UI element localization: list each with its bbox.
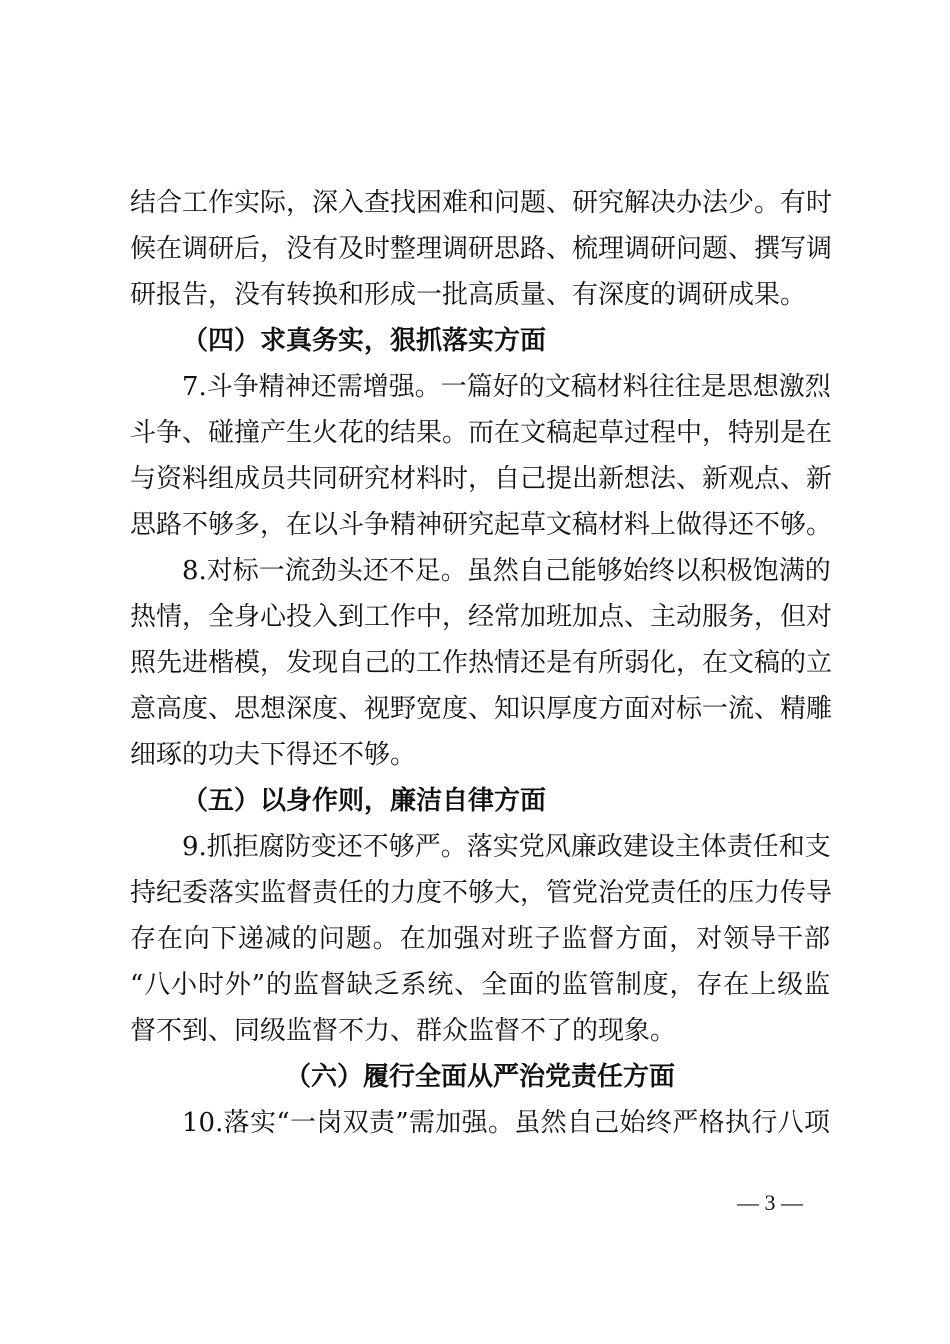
section-heading-4 [130, 318, 830, 364]
text-line: 研报告，没有转换和形成一批高质量、有深度的调研成果。 [130, 280, 807, 310]
text-line: 10.落实“一岗双责”需加强。虽然自己始终严格执行八项 [182, 1108, 830, 1138]
text-line: 9.抓拒腐防变还不够严。落实党风廉政建设主体责任和支 [182, 832, 831, 862]
text-line: 意高度、思想深度、视野宽度、知识厚度方面对标一流、精雕 [130, 694, 833, 724]
text-line: 督不到、同级监督不力、群众监督不了的现象。 [130, 1016, 677, 1046]
text-line: “八小时外”的监督缺乏系统、全面的监管制度，存在上级监 [130, 970, 830, 1000]
text-line: 存在向下递减的问题。在加强对班子监督方面，对领导干部 [130, 924, 830, 954]
paragraph-9 [130, 824, 833, 1054]
text-line: 7.斗争精神还需增强。一篇好的文稿材料往往是思想激烈 [182, 372, 831, 402]
heading-text: （五）以身作则，廉洁自律方面 [182, 786, 547, 816]
paragraph-7 [130, 364, 833, 548]
text-line: 思路不够多，在以斗争精神研究起草文稿材料上做得还不够。 [130, 510, 833, 540]
section-heading-6: （六）履行全面从严治党责任方面 [284, 1062, 675, 1092]
text-line: 候在调研后，没有及时整理调研思路、梳理调研问题、撰写调 [130, 234, 833, 264]
text-line: 细琢的功夫下得还不够。 [130, 740, 417, 770]
text-line: 结合工作实际，深入查找困难和问题、研究解决办法少。有时 [130, 188, 833, 218]
text-line: 与资料组成员共同研究材料时，自己提出新想法、新观点、新 [130, 464, 833, 494]
heading-text: （四）求真务实，狠抓落实方面 [182, 326, 547, 356]
paragraph-intro [130, 180, 833, 318]
section-heading-5 [130, 778, 830, 824]
paragraph-10 [130, 1100, 830, 1146]
paragraph-8 [130, 548, 833, 778]
text-line: 照先进楷模，发现自己的工作热情还是有所弱化，在文稿的立 [130, 648, 833, 678]
page-number: — 3 — [737, 1190, 803, 1215]
text-line: 持纪委落实监督责任的力度不够大，管党治党责任的压力传导 [130, 878, 833, 908]
text-line: 8.对标一流劲头还不足。虽然自己能够始终以积极饱满的 [182, 556, 831, 586]
text-line: 热情，全身心投入到工作中，经常加班加点、主动服务，但对 [130, 602, 833, 632]
text-line: 斗争、碰撞产生火花的结果。而在文稿起草过程中，特别是在 [130, 418, 833, 448]
